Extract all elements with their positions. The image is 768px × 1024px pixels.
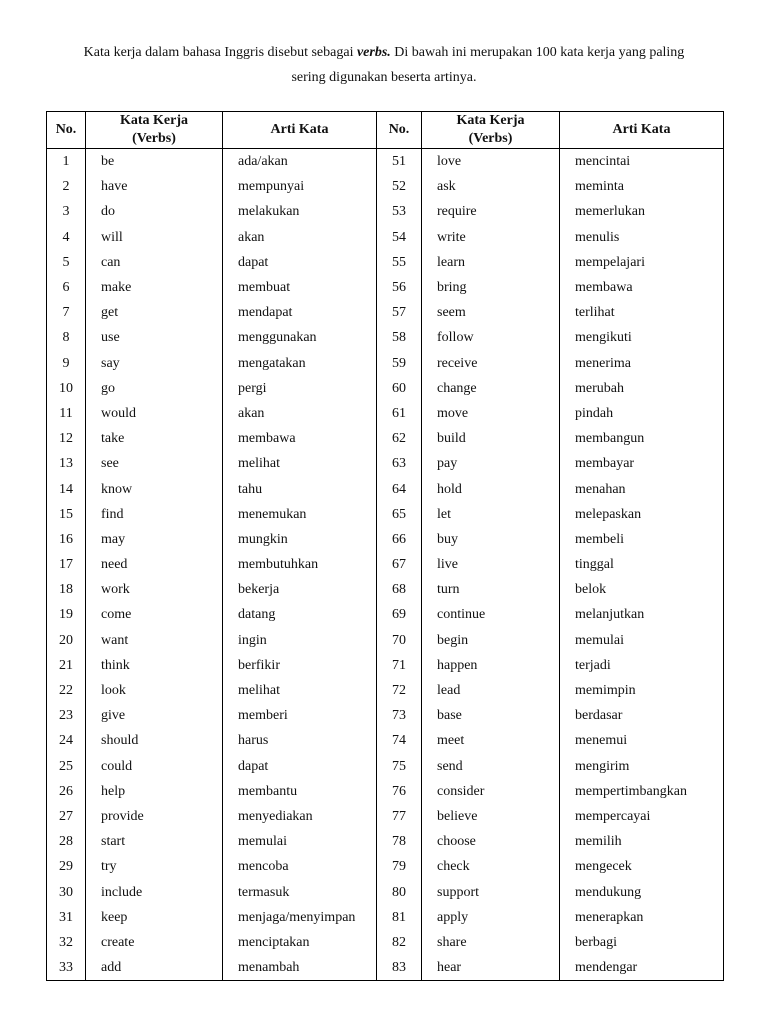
verb-left-cell: create [86,930,223,955]
meaning-right-cell: membeli [560,527,724,552]
meaning-right-cell: menemui [560,728,724,753]
verb-left-cell: start [86,829,223,854]
no-left-cell: 27 [47,804,86,829]
no-left-cell: 28 [47,829,86,854]
no-left-cell: 33 [47,955,86,981]
verb-left-cell: try [86,854,223,879]
verb-right-cell: consider [422,779,560,804]
meaning-right-cell: memerlukan [560,199,724,224]
no-right-cell: 82 [377,930,422,955]
table-row [47,754,724,779]
verb-left-cell: get [86,300,223,325]
no-left-cell: 5 [47,250,86,275]
intro-line-1 [40,40,728,65]
verb-right-cell: learn [422,250,560,275]
meaning-right-cell: berbagi [560,930,724,955]
no-left-cell: 11 [47,401,86,426]
no-left-cell: 10 [47,376,86,401]
meaning-right-cell: meminta [560,174,724,199]
meaning-left-cell: termasuk [223,879,377,904]
meaning-right-cell: memulai [560,628,724,653]
meaning-left-cell: berfikir [223,653,377,678]
meaning-left-cell: menciptakan [223,930,377,955]
verb-left-cell: should [86,728,223,753]
no-left-cell: 13 [47,451,86,476]
no-right-cell: 69 [377,602,422,627]
no-right-cell: 51 [377,149,422,175]
no-right-cell: 59 [377,351,422,376]
table-row [47,577,724,602]
verb-right-cell: change [422,376,560,401]
table-row [47,426,724,451]
meaning-left-cell: melihat [223,678,377,703]
table-row [47,678,724,703]
verb-left-cell: use [86,325,223,350]
header-verb-title: Kata Kerja [456,113,525,128]
verb-right-cell: require [422,199,560,224]
verb-left-cell: provide [86,804,223,829]
verb-right-cell: move [422,401,560,426]
table-row [47,149,724,175]
table-row [47,451,724,476]
meaning-right-cell: mempelajari [560,250,724,275]
verb-right-cell: write [422,225,560,250]
meaning-left-cell: membawa [223,426,377,451]
no-left-cell: 3 [47,199,86,224]
verb-right-cell: follow [422,325,560,350]
verb-left-cell: will [86,225,223,250]
meaning-right-cell: membawa [560,275,724,300]
no-right-cell: 75 [377,754,422,779]
table-row [47,250,724,275]
table-row [47,174,724,199]
no-right-cell: 62 [377,426,422,451]
verbs-table [46,111,724,981]
table-row [47,779,724,804]
meaning-left-cell: membantu [223,779,377,804]
verb-right-cell: support [422,879,560,904]
meaning-right-cell: memilih [560,829,724,854]
verb-right-cell: hear [422,955,560,981]
meaning-left-cell: memberi [223,703,377,728]
no-right-cell: 70 [377,628,422,653]
verb-left-cell: help [86,779,223,804]
verb-left-cell: add [86,955,223,981]
no-left-cell: 19 [47,602,86,627]
meaning-right-cell: menahan [560,476,724,501]
meaning-right-cell: menulis [560,225,724,250]
meaning-left-cell: datang [223,602,377,627]
no-right-cell: 74 [377,728,422,753]
table-row [47,376,724,401]
no-right-cell: 52 [377,174,422,199]
verb-right-cell: believe [422,804,560,829]
no-right-cell: 54 [377,225,422,250]
verb-right-cell: bring [422,275,560,300]
meaning-right-cell: mengikuti [560,325,724,350]
meaning-right-cell: terjadi [560,653,724,678]
meaning-right-cell: memimpin [560,678,724,703]
table-row [47,829,724,854]
verb-right-cell: pay [422,451,560,476]
no-right-cell: 80 [377,879,422,904]
no-right-cell: 77 [377,804,422,829]
meaning-left-cell: ingin [223,628,377,653]
meaning-right-cell: menerapkan [560,905,724,930]
table-row [47,552,724,577]
table-row [47,325,724,350]
meaning-left-cell: menyediakan [223,804,377,829]
meaning-right-cell: membayar [560,451,724,476]
verb-left-cell: can [86,250,223,275]
no-right-cell: 83 [377,955,422,981]
verbs-table-body [47,149,724,981]
header-verb-subtitle: (Verbs) [468,131,513,146]
verb-left-cell: go [86,376,223,401]
meaning-right-cell: mempercayai [560,804,724,829]
no-right-cell: 60 [377,376,422,401]
table-row [47,300,724,325]
no-right-cell: 67 [377,552,422,577]
no-right-cell: 66 [377,527,422,552]
table-row [47,602,724,627]
table-row [47,653,724,678]
table-row [47,527,724,552]
meaning-left-cell: menggunakan [223,325,377,350]
verb-right-cell: buy [422,527,560,552]
table-row [47,854,724,879]
no-right-cell: 53 [377,199,422,224]
no-right-cell: 58 [377,325,422,350]
intro-text-end: Di bawah ini merupakan 100 kata kerja yang paling [390,45,685,60]
no-left-cell: 18 [47,577,86,602]
verb-right-cell: live [422,552,560,577]
verb-right-cell: apply [422,905,560,930]
no-left-cell: 23 [47,703,86,728]
meaning-right-cell: melepaskan [560,502,724,527]
meaning-left-cell: bekerja [223,577,377,602]
meaning-left-cell: harus [223,728,377,753]
header-row [47,112,724,149]
no-left-cell: 6 [47,275,86,300]
verb-right-cell: build [422,426,560,451]
meaning-left-cell: mendapat [223,300,377,325]
meaning-right-cell: membangun [560,426,724,451]
no-left-cell: 32 [47,930,86,955]
verb-left-cell: take [86,426,223,451]
no-left-cell: 9 [47,351,86,376]
verb-left-cell: include [86,879,223,904]
table-row [47,199,724,224]
verb-right-cell: love [422,149,560,175]
no-left-cell: 25 [47,754,86,779]
verb-left-cell: find [86,502,223,527]
verb-left-cell: give [86,703,223,728]
table-row [47,728,724,753]
no-left-cell: 26 [47,779,86,804]
table-row [47,628,724,653]
meaning-right-cell: menerima [560,351,724,376]
meaning-right-cell: mengirim [560,754,724,779]
verb-right-cell: turn [422,577,560,602]
table-row [47,905,724,930]
verb-right-cell: happen [422,653,560,678]
no-right-cell: 72 [377,678,422,703]
meaning-left-cell: dapat [223,250,377,275]
header-meaning-left: Arti Kata [223,112,377,149]
verb-left-cell: come [86,602,223,627]
no-left-cell: 21 [47,653,86,678]
no-right-cell: 57 [377,300,422,325]
verb-right-cell: check [422,854,560,879]
header-verb-left [86,112,223,149]
header-meaning-right: Arti Kata [560,112,724,149]
verb-right-cell: choose [422,829,560,854]
verb-right-cell: share [422,930,560,955]
meaning-right-cell: merubah [560,376,724,401]
verb-left-cell: make [86,275,223,300]
table-row [47,879,724,904]
meaning-right-cell: berdasar [560,703,724,728]
table-row [47,275,724,300]
verb-left-cell: look [86,678,223,703]
verb-right-cell: ask [422,174,560,199]
no-right-cell: 73 [377,703,422,728]
verb-left-cell: be [86,149,223,175]
verbs-table-header [47,112,724,149]
table-row [47,804,724,829]
meaning-left-cell: akan [223,401,377,426]
no-right-cell: 71 [377,653,422,678]
verb-right-cell: continue [422,602,560,627]
verb-left-cell: could [86,754,223,779]
table-row [47,476,724,501]
table-row [47,502,724,527]
no-right-cell: 76 [377,779,422,804]
meaning-left-cell: ada/akan [223,149,377,175]
verb-left-cell: work [86,577,223,602]
header-verb-subtitle: (Verbs) [132,131,176,146]
verb-right-cell: hold [422,476,560,501]
meaning-left-cell: pergi [223,376,377,401]
no-left-cell: 12 [47,426,86,451]
verb-right-cell: let [422,502,560,527]
header-no-left: No. [47,112,86,149]
meaning-right-cell: mempertimbangkan [560,779,724,804]
meaning-left-cell: menambah [223,955,377,981]
intro-emphasis-verbs: verbs. [356,45,391,60]
meaning-right-cell: mencintai [560,149,724,175]
no-right-cell: 79 [377,854,422,879]
verb-right-cell: begin [422,628,560,653]
no-right-cell: 68 [377,577,422,602]
meaning-right-cell: belok [560,577,724,602]
no-left-cell: 24 [47,728,86,753]
intro-line-2: sering digunakan beserta artinya. [291,70,477,85]
meaning-left-cell: mungkin [223,527,377,552]
table-row [47,703,724,728]
meaning-right-cell: terlihat [560,300,724,325]
verb-right-cell: seem [422,300,560,325]
table-row [47,401,724,426]
no-left-cell: 1 [47,149,86,175]
verb-right-cell: base [422,703,560,728]
no-left-cell: 17 [47,552,86,577]
table-row [47,225,724,250]
meaning-left-cell: mempunyai [223,174,377,199]
meaning-right-cell: mendukung [560,879,724,904]
no-right-cell: 78 [377,829,422,854]
meaning-left-cell: memulai [223,829,377,854]
no-left-cell: 30 [47,879,86,904]
verb-left-cell: may [86,527,223,552]
no-left-cell: 14 [47,476,86,501]
table-row [47,955,724,981]
no-left-cell: 8 [47,325,86,350]
verb-left-cell: say [86,351,223,376]
meaning-right-cell: tinggal [560,552,724,577]
verb-left-cell: would [86,401,223,426]
intro-paragraph [40,40,728,90]
no-right-cell: 81 [377,905,422,930]
no-left-cell: 31 [47,905,86,930]
meaning-left-cell: membutuhkan [223,552,377,577]
intro-text-start: Kata kerja dalam bahasa Inggris disebut sebagai [83,45,357,60]
meaning-left-cell: akan [223,225,377,250]
verb-left-cell: do [86,199,223,224]
no-left-cell: 15 [47,502,86,527]
header-verb-right [422,112,560,149]
verb-right-cell: receive [422,351,560,376]
verb-left-cell: want [86,628,223,653]
meaning-left-cell: mencoba [223,854,377,879]
header-no-right: No. [377,112,422,149]
verb-left-cell: keep [86,905,223,930]
verb-left-cell: have [86,174,223,199]
no-left-cell: 2 [47,174,86,199]
meaning-right-cell: mendengar [560,955,724,981]
meaning-left-cell: melakukan [223,199,377,224]
meaning-right-cell: mengecek [560,854,724,879]
table-row [47,930,724,955]
meaning-left-cell: tahu [223,476,377,501]
verb-right-cell: meet [422,728,560,753]
no-left-cell: 20 [47,628,86,653]
no-right-cell: 65 [377,502,422,527]
meaning-right-cell: pindah [560,401,724,426]
header-verb-title: Kata Kerja [119,113,189,128]
table-row [47,351,724,376]
no-left-cell: 4 [47,225,86,250]
meaning-left-cell: mengatakan [223,351,377,376]
meaning-left-cell: dapat [223,754,377,779]
no-left-cell: 16 [47,527,86,552]
no-left-cell: 29 [47,854,86,879]
no-left-cell: 7 [47,300,86,325]
verb-left-cell: think [86,653,223,678]
verb-left-cell: see [86,451,223,476]
verb-right-cell: lead [422,678,560,703]
verb-left-cell: know [86,476,223,501]
meaning-right-cell: melanjutkan [560,602,724,627]
verb-left-cell: need [86,552,223,577]
no-right-cell: 56 [377,275,422,300]
meaning-left-cell: menemukan [223,502,377,527]
no-right-cell: 63 [377,451,422,476]
meaning-left-cell: menjaga/menyimpan [223,905,377,930]
meaning-left-cell: melihat [223,451,377,476]
no-right-cell: 64 [377,476,422,501]
no-left-cell: 22 [47,678,86,703]
no-right-cell: 55 [377,250,422,275]
verb-right-cell: send [422,754,560,779]
meaning-left-cell: membuat [223,275,377,300]
no-right-cell: 61 [377,401,422,426]
